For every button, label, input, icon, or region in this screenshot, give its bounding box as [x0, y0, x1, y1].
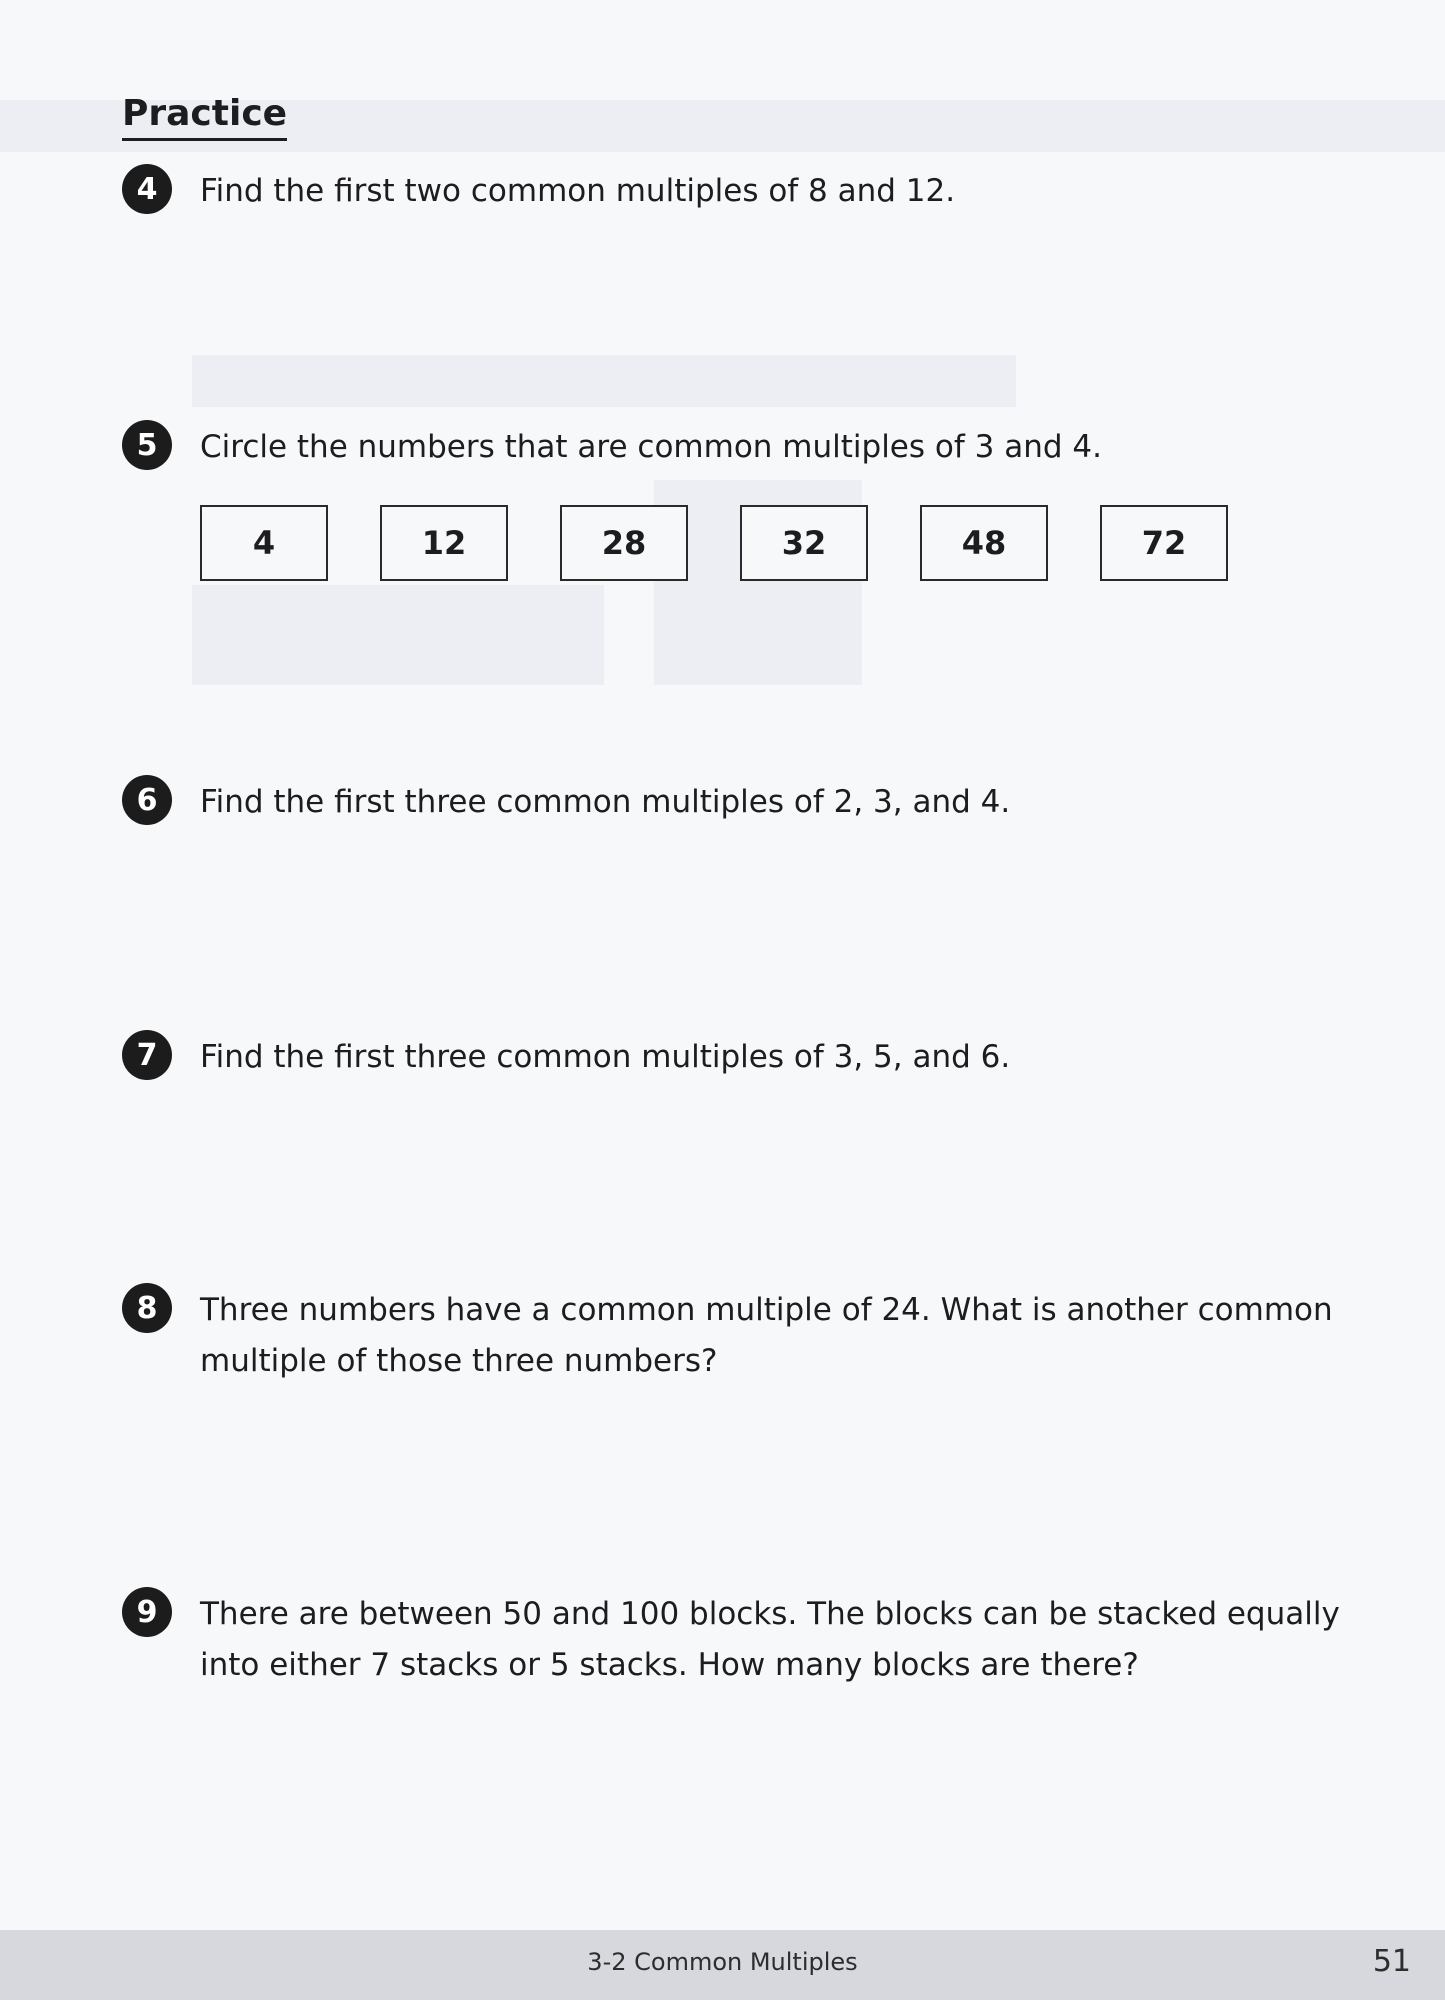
- section-heading: Practice: [122, 92, 287, 141]
- question-text: Circle the numbers that are common multiples of 3 and 4.: [200, 429, 1102, 465]
- question-number-badge: 6: [122, 775, 172, 825]
- question-number-badge: 8: [122, 1283, 172, 1333]
- choice-box[interactable]: 32: [740, 505, 868, 581]
- answer-choices: [200, 505, 1240, 583]
- question-text: There are between 50 and 100 blocks. The blocks can be stacked equally into either 7 stacks or 5 stacks. How many blocks are there?: [200, 1596, 1340, 1683]
- question-text: Find the first two common multiples of 8 and 12.: [200, 173, 956, 209]
- choice-box[interactable]: 48: [920, 505, 1048, 581]
- question-text: Find the first three common multiples of 3, 5, and 6.: [200, 1039, 1011, 1075]
- question-text: Find the first three common multiples of 2, 3, and 4.: [200, 784, 1011, 820]
- bleed-through-block: [192, 355, 1016, 407]
- question-number-badge: 4: [122, 164, 172, 214]
- choice-box[interactable]: 12: [380, 505, 508, 581]
- choice-box[interactable]: 28: [560, 505, 688, 581]
- page-footer: [0, 1930, 1445, 2000]
- choice-box[interactable]: 72: [1100, 505, 1228, 581]
- bleed-through-block: [192, 585, 604, 685]
- question-number-badge: 5: [122, 420, 172, 470]
- page-number: 51: [1372, 1944, 1411, 1979]
- choice-box[interactable]: 4: [200, 505, 328, 581]
- question-number-badge: 9: [122, 1587, 172, 1637]
- footer-lesson-title: 3-2 Common Multiples: [587, 1948, 858, 1976]
- question-number-badge: 7: [122, 1030, 172, 1080]
- question-text: Three numbers have a common multiple of 24. What is another common multiple of those three numbers?: [200, 1292, 1333, 1379]
